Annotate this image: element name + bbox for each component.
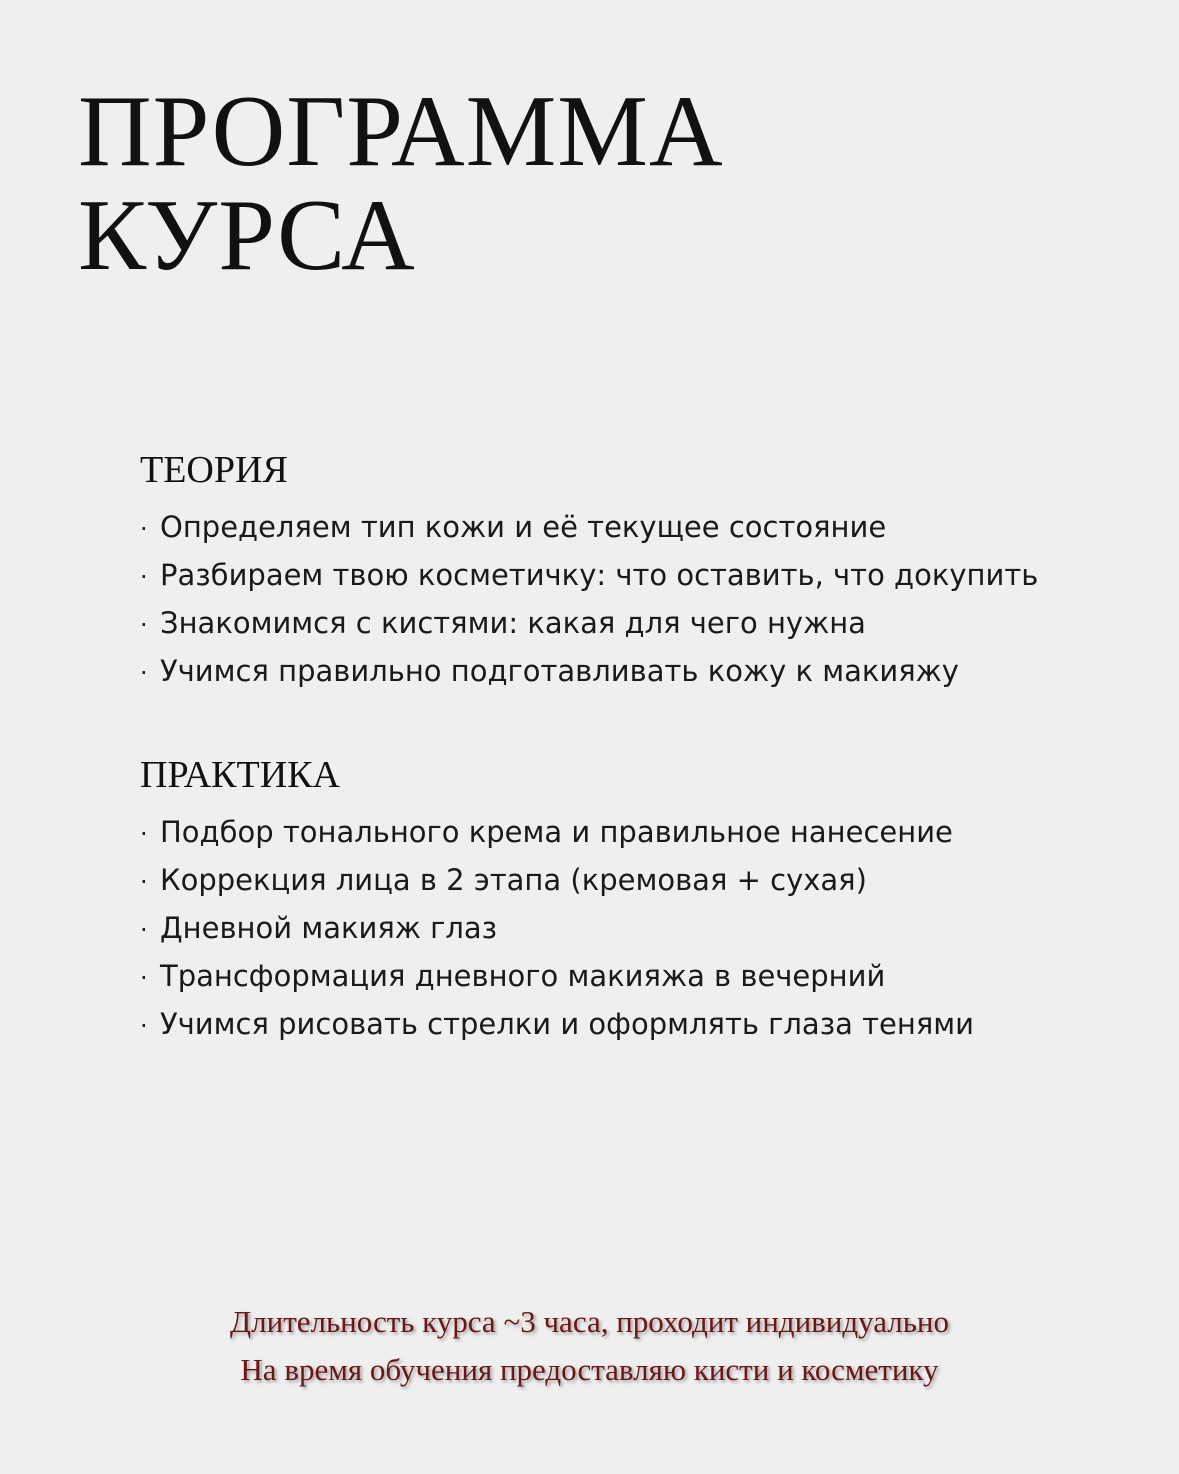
practice-section — [140, 753, 1120, 1049]
theory-list — [140, 504, 1120, 696]
bullet-dot-icon: · — [140, 868, 148, 896]
practice-item — [140, 1001, 1120, 1049]
bullet-dot-icon: · — [140, 611, 148, 639]
supplies-provided-text: На время обучения предоставляю кисти и косметику — [240, 1352, 939, 1387]
page-title-line-2: КУРСА — [78, 179, 416, 292]
bullet-dot-icon: · — [140, 916, 148, 944]
practice-item-text: Дневной макияж глаз — [160, 911, 498, 945]
practice-item-text: Коррекция лица в 2 этапа (кремовая + сухая) — [160, 863, 867, 897]
practice-heading: ПРАКТИКА — [140, 754, 340, 796]
practice-item — [140, 905, 1120, 953]
practice-list — [140, 809, 1120, 1049]
bullet-dot-icon: · — [140, 515, 148, 543]
course-info-footer — [0, 1298, 1179, 1394]
practice-item-text: Трансформация дневного макияжа в вечерний — [160, 959, 886, 993]
theory-heading: ТЕОРИЯ — [140, 449, 288, 491]
theory-item-text: Определяем тип кожи и её текущее состояние — [160, 510, 887, 544]
bullet-dot-icon: · — [140, 1012, 148, 1040]
course-duration-text: Длительность курса ~3 часа, проходит индивидуально — [230, 1304, 949, 1339]
theory-item-text: Знакомимся с кистями: какая для чего нужна — [160, 606, 866, 640]
theory-section — [140, 448, 1120, 696]
bullet-dot-icon: · — [140, 659, 148, 687]
practice-item-text: Подбор тонального крема и правильное нанесение — [160, 815, 953, 849]
practice-item-text: Учимся рисовать стрелки и оформлять глаза тенями — [160, 1007, 974, 1041]
bullet-dot-icon: · — [140, 820, 148, 848]
theory-item-text: Учимся правильно подготавливать кожу к макияжу — [160, 654, 959, 688]
bullet-dot-icon: · — [140, 563, 148, 591]
practice-item — [140, 809, 1120, 857]
theory-item — [140, 552, 1120, 600]
page-title-line-1: ПРОГРАММА — [78, 75, 724, 188]
bullet-dot-icon: · — [140, 964, 148, 992]
practice-item — [140, 953, 1120, 1001]
theory-item — [140, 504, 1120, 552]
theory-item — [140, 648, 1120, 696]
theory-item — [140, 600, 1120, 648]
practice-item — [140, 857, 1120, 905]
theory-item-text: Разбираем твою косметичку: что оставить, что докупить — [160, 558, 1039, 592]
page-title — [78, 75, 724, 292]
